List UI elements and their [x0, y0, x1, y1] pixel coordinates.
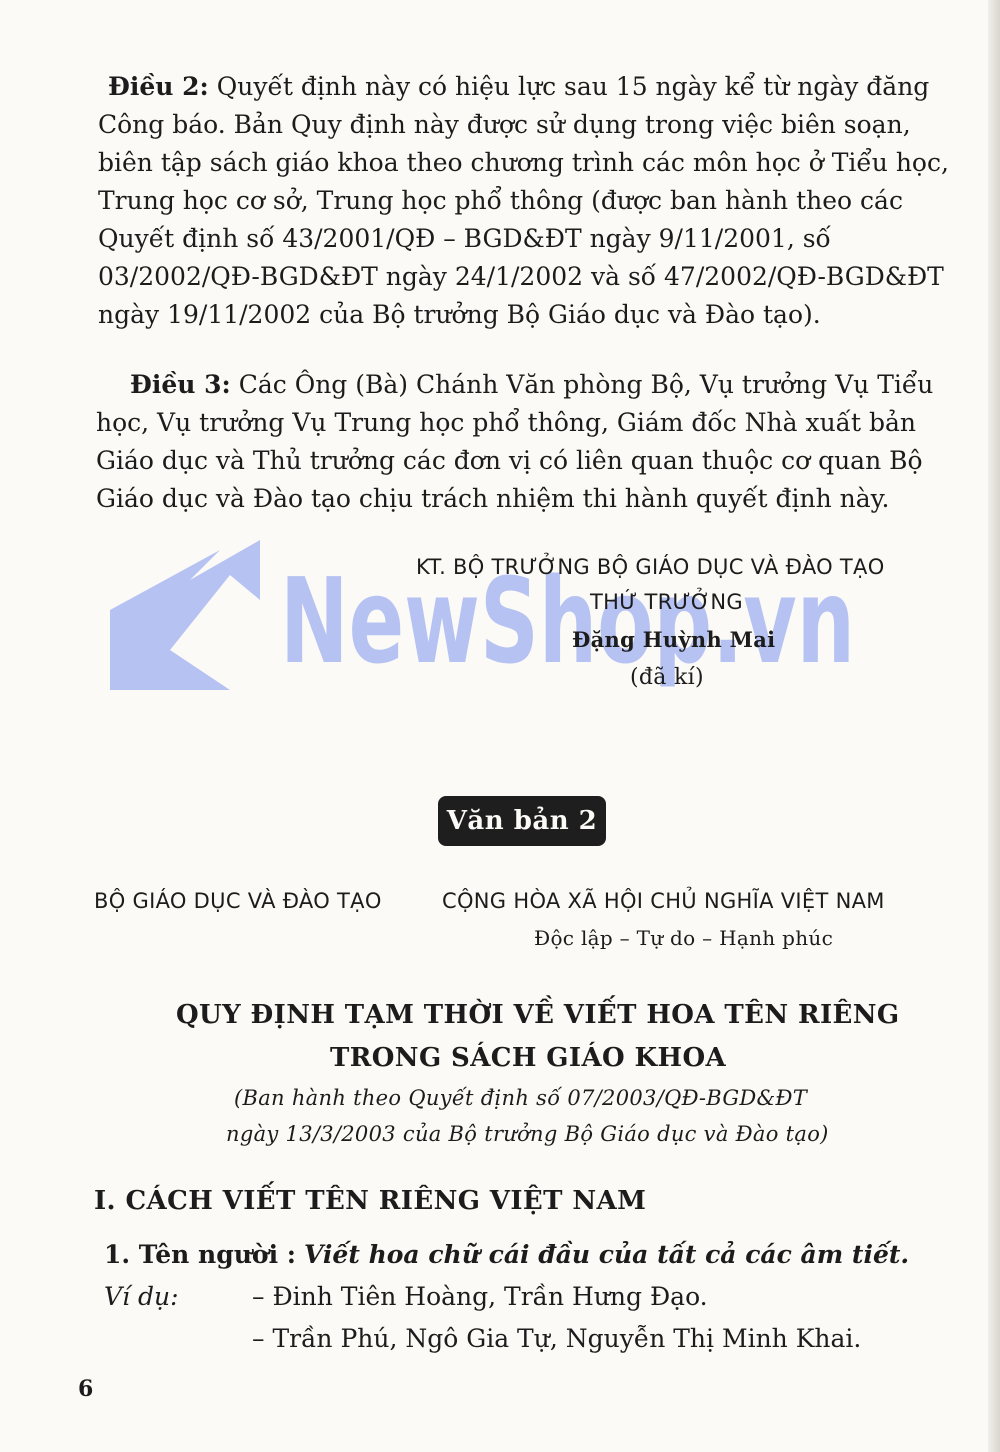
- item-rule: Viết hoa chữ cái đầu của tất cả các âm tiết.: [303, 1240, 910, 1269]
- section-heading: I. CÁCH VIẾT TÊN RIÊNG VIỆT NAM: [94, 1186, 647, 1216]
- watermark-text: NewShop.vn: [280, 552, 855, 690]
- header-ministry: BỘ GIÁO DỤC VÀ ĐÀO TẠO: [94, 889, 382, 913]
- dieu2-line: ngày 19/11/2002 của Bộ trưởng Bộ Giáo dục và Đào tạo).: [98, 300, 821, 329]
- dieu3-label: Điều 3:: [130, 370, 231, 399]
- signature-signed: (đã kí): [630, 665, 704, 690]
- dieu3-line: học, Vụ trưởng Vụ Trung học phổ thông, Giám đốc Nhà xuất bản: [96, 408, 916, 437]
- page-number: 6: [78, 1376, 94, 1402]
- van-ban-2-badge: Văn bản 2: [438, 796, 606, 846]
- signature-org: KT. BỘ TRƯỞNG BỘ GIÁO DỤC VÀ ĐÀO TẠO: [416, 555, 885, 579]
- example-item: – Trần Phú, Ngô Gia Tự, Nguyễn Thị Minh Khai.: [252, 1324, 862, 1353]
- dieu3-line: Giáo dục và Thủ trưởng các đơn vị có liên quan thuộc cơ quan Bộ: [96, 446, 923, 475]
- document-title-line1: QUY ĐỊNH TẠM THỜI VỀ VIẾT HOA TÊN RIÊNG: [176, 1000, 900, 1030]
- dieu3-line: Giáo dục và Đào tạo chịu trách nhiệm thi hành quyết định này.: [96, 484, 890, 513]
- dieu3-first-line: [130, 370, 933, 400]
- dieu2-line: Công báo. Bản Quy định này được sử dụng trong việc biên soạn,: [98, 110, 911, 139]
- dieu2-line: Quyết định số 43/2001/QĐ – BGD&ĐT ngày 9/11/2001, số: [98, 224, 831, 253]
- dieu3-first-text: Các Ông (Bà) Chánh Văn phòng Bộ, Vụ trưởng Vụ Tiểu: [238, 370, 934, 399]
- document-subtitle-line1: (Ban hành theo Quyết định số 07/2003/QĐ-BGD&ĐT: [234, 1086, 808, 1110]
- header-motto: Độc lập – Tự do – Hạnh phúc: [534, 926, 834, 950]
- header-country: CỘNG HÒA XÃ HỘI CHỦ NGHĨA VIỆT NAM: [442, 889, 885, 913]
- example-label: Ví dụ:: [104, 1282, 179, 1311]
- page-edge-shadow: [988, 0, 1000, 1452]
- example-item: – Đinh Tiên Hoàng, Trần Hưng Đạo.: [252, 1282, 708, 1311]
- item-label: 1. Tên người :: [104, 1240, 296, 1269]
- signature-name: Đặng Huỳnh Mai: [572, 627, 776, 652]
- dieu2-label: Điều 2:: [108, 72, 209, 101]
- dieu2-line: Trung học cơ sở, Trung học phổ thông (được ban hành theo các: [98, 186, 903, 215]
- section-item: [104, 1240, 909, 1270]
- signature-role: THỨ TRƯỞNG: [590, 590, 743, 614]
- dieu2-first-text: Quyết định này có hiệu lực sau 15 ngày kể từ ngày đăng: [216, 72, 930, 101]
- document-subtitle-line2: ngày 13/3/2003 của Bộ trưởng Bộ Giáo dục và Đào tạo): [226, 1122, 829, 1146]
- document-title-line2: TRONG SÁCH GIÁO KHOA: [330, 1043, 727, 1073]
- watermark-arrow-icon: [110, 540, 260, 690]
- dieu2-line: biên tập sách giáo khoa theo chương trình các môn học ở Tiểu học,: [98, 148, 949, 177]
- dieu2-first-line: [108, 72, 929, 102]
- dieu2-line: 03/2002/QĐ-BGD&ĐT ngày 24/1/2002 và số 47/2002/QĐ-BGD&ĐT: [98, 262, 944, 291]
